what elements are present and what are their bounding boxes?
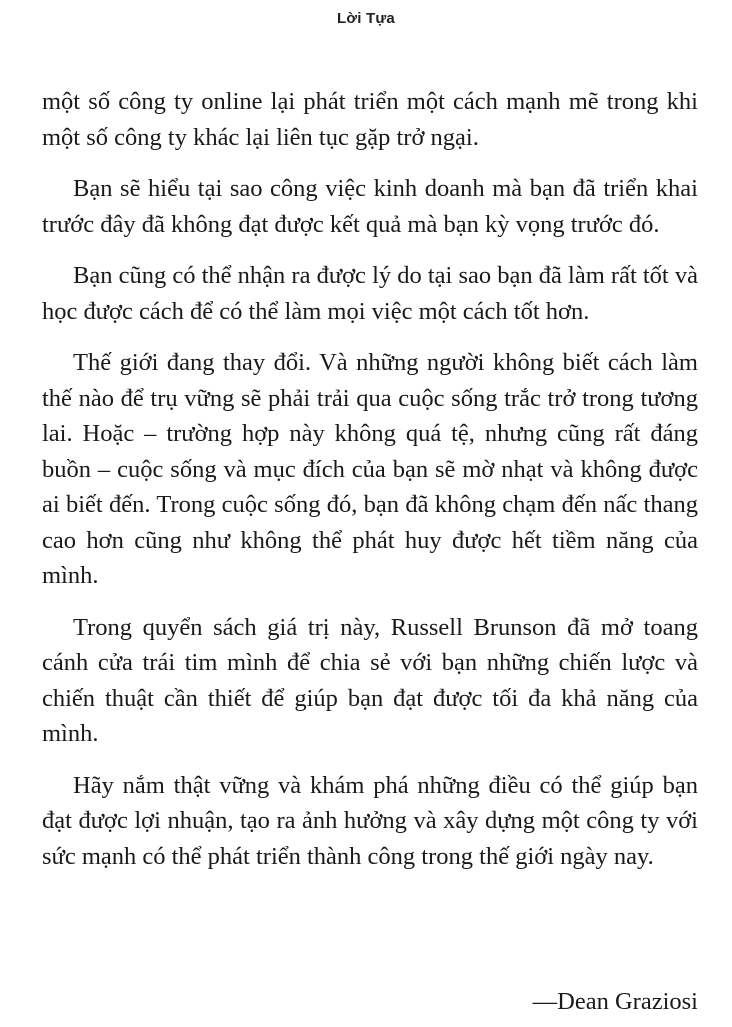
author-signature: —Dean Graziosi <box>532 988 698 1015</box>
paragraph-4: Thế giới đang thay đổi. Và những người không biết cách làm thế nào để trụ vững sẽ phải trải qua cuộc sống trắc trở trong tương lai. Hoặc – trường hợp này không quá tệ, nhưng cũng rất đáng buồn – cuộc sống và mục đích của bạn sẽ mờ nhạt và không được ai biết đến. Trong cuộc sống đó, bạn đã không chạm đến nấc thang cao hơn cũng như không thể phát huy được hết tiềm năng của mình. <box>42 349 698 589</box>
paragraph-6: Hãy nắm thật vững và khám phá những điều có thể giúp bạn đạt được lợi nhuận, tạo ra ảnh hưởng và xây dựng một công ty với sức mạnh có thể phát triển thành công trong thế giới ngày nay. <box>42 771 698 870</box>
paragraph-1: một số công ty online lại phát triển một cách mạnh mẽ trong khi một số công ty khác lại liên tục gặp trở ngại. <box>42 88 698 151</box>
page-body <box>42 84 698 890</box>
paragraph-2: Bạn sẽ hiểu tại sao công việc kinh doanh mà bạn đã triển khai trước đây đã không đạt được kết quả mà bạn kỳ vọng trước đó. <box>42 175 698 238</box>
running-header: Lời Tựa <box>337 10 395 27</box>
paragraph-5: Trong quyển sách giá trị này, Russell Brunson đã mở toang cánh cửa trái tim mình để chia sẻ với bạn những chiến lược và chiến thuật cần thiết để giúp bạn đạt được tối đa khả năng của mình. <box>42 613 698 747</box>
paragraph-3: Bạn cũng có thể nhận ra được lý do tại sao bạn đã làm rất tốt và học được cách để có thể làm mọi việc một cách tốt hơn. <box>42 262 698 325</box>
